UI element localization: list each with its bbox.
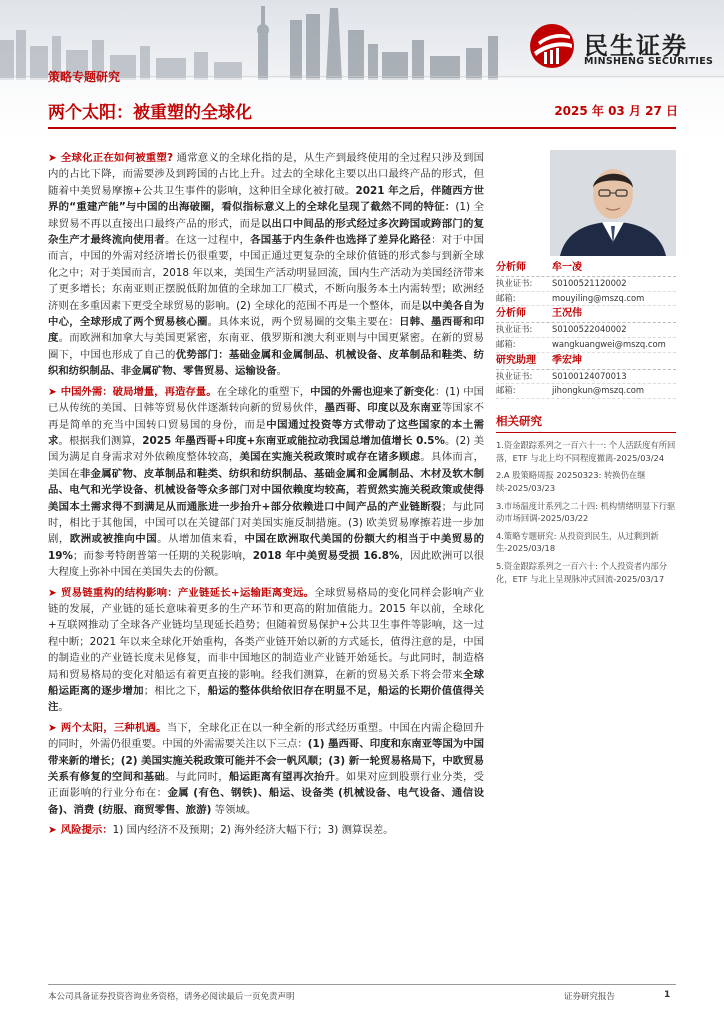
analyst-block — [496, 261, 676, 306]
summary-paragraph-trade-chain: ➤ 贸易链重构的结构影响：产业链延长+运输距离变远。全球贸易格局的变化同样会影响产业链的发展，产业链的延长意味着更多的生产环节和更高的附加值能力。2015 年以前，全球化+互联网推动了全球各产业链均呈现延长趋势；但随着贸易保护+公共卫生事件等影响，这一过程中断；2021 年以来全球化开始重构，各类产业链开始以新的方式延长，值得注意的是，中国的制造业的产业链长度未见修复，而非中国地区的制造业产业链开始延长。与此同时，制造格局和贸易格局的变化对船运有着更直接的影响。经我们测算，在新的贸易关系下将会带来全球船运距离的逐步增加；相比之下，船运的整体供给依旧存在明显不足，船运的长期价值值得关注。 — [48, 586, 485, 714]
summary-body — [48, 150, 484, 843]
analyst-cert-row: 执业证书: S0100522040002 — [496, 323, 676, 338]
report-header — [0, 0, 724, 140]
footer-report-type: 证券研究报告 — [564, 992, 616, 1002]
bullet-arrow-icon: ➤ — [48, 152, 57, 164]
bullet-arrow-icon: ➤ — [48, 824, 57, 837]
analyst-email-row: 邮箱: jihongkun@mszq.com — [496, 384, 676, 399]
analyst-email-link[interactable]: jihongkun@mszq.com — [552, 385, 645, 396]
bullet-arrow-icon: ➤ — [48, 385, 57, 398]
related-research-item[interactable]: 1.资金跟踪系列之一百六十一: 个人活跃度有所回落，ETF 与北上均不同程度撤离-2025/03/24 — [496, 440, 676, 463]
analyst-email-link[interactable]: mouyiling@mszq.com — [552, 292, 645, 303]
report-date: 2025 年 03 月 27 日 — [554, 104, 678, 118]
related-research-item[interactable]: 5.资金跟踪系列之一百六十: 个人投资者内部分化，ETF 与北上呈现脉冲式回流-2025/03/17 — [496, 560, 667, 584]
related-research-item[interactable]: 3.市场温度计系列之二十四: 机构情绪明显下行驱动市场回调-2025/03/22 — [496, 500, 676, 524]
summary-paragraph-risk: ➤ 风险提示：1) 国内经济不及预期；2) 海外经济大幅下行；3) 测算误差。 — [48, 824, 394, 837]
title-divider — [48, 127, 676, 129]
analyst-email-row: 邮箱: mouyiling@mszq.com — [496, 292, 676, 307]
summary-paragraph-external-demand: ➤ 中国外需：破局增量，再造存量。在全球化的重塑下，中国的外需也迎来了新变化：(1) 中国已从传统的美国、日韩等贸易伙伴逐渐转向新的贸易伙伴，墨西哥、印度以及东南亚等国家不再是简单的充当中国转口贸易国的身份，而是中国通过投资等方式带动了这些国家的本土需求。根据我们测算，2025 年墨西哥+印度+东南亚或能拉动我国总增加值增长 0.5%。(2) 美国为满足自身需求对外依赖度整体较高，美国在实施关税政策时或存在诸多顾虑。具体而言，美国在非金属矿物、皮革制品和鞋类、纺织和纺织制品、基础金属和金属制品、木材及软木制品、电气和光学设备、机械设备等众多部门对中国依赖度均较高，若贸然实施关税政策或使得美国本土需求得不到满足从而通胀进一步抬升+部分依赖进口中间产品的产业链断裂；与此同时，相比于其他国，中国可以在关键部门对美国实施反制措施。(3) 欧美贸易摩擦若进一步加剧，欧洲或被推向中国。从增加值来看，中国在欧洲取代美国的份额大约相当于中美贸易的 19%；而参考特朗普第一任期的关税影响，2018 年中美贸易受损 16.8%，因此欧洲可以很大程度上弥补中国在美国失去的份额。 — [48, 385, 485, 579]
summary-paragraph-opportunities: ➤ 两个太阳，三种机遇。当下，全球化正在以一种全新的形式经历重塑。中国在内需企稳回升的同时，外需仍很重要。中国的外需需要关注以下三点：(1) 墨西哥、印度和东南亚等国为中国带来新的增长；(2) 美国实施关税政策可能并不会一帆风顺；(3) 新一轮贸易格局下，中欧贸易关系有修复的空间和基础。与此同时，船运距离有望再次抬升。如果对应到股票行业分类，受正面影响的行业分布在：金属 (有色、钢铁)、船运、设备类 (机械设备、电气设备、通信设备)、消费 (纺服、商贸零售、旅游) 等领域。 — [48, 721, 485, 816]
bullet-arrow-icon: ➤ — [48, 721, 57, 734]
analyst-photo — [550, 150, 676, 256]
analyst-cert-row: 执业证书: S0100521120002 — [496, 277, 676, 292]
related-research-title: 相关研究 — [496, 413, 676, 433]
related-research-item[interactable]: 2.A 股策略周报 20250323: 转换仍在继续-2025/03/23 — [496, 470, 646, 493]
analyst-block — [496, 354, 676, 399]
analyst-list — [496, 261, 676, 399]
analyst-email-link[interactable]: wangkuangwei@mszq.com — [552, 338, 666, 349]
footer-disclaimer: 本公司具备证券投资咨询业务资格，请务必阅读最后一页免责声明 — [48, 992, 295, 1002]
sidebar — [496, 150, 676, 590]
analyst-email-row: 邮箱: wangkuangwei@mszq.com — [496, 338, 676, 353]
analyst-name-row: 分析师 王况伟 — [496, 307, 676, 323]
logo-text: 民生证券 — [584, 32, 688, 60]
page-number: 1 — [664, 990, 671, 1000]
related-research-item[interactable]: 4.策略专题研究: 从投资到民生，从过剩到新生-2025/03/18 — [496, 530, 659, 554]
summary-paragraph-globalization: ➤ 全球化正在如何被重塑? 通常意义的全球化指的是，从生产到最终使用的全过程只涉及到国内的占比下降，而需要涉及到跨国的占比上升。过去的全球化主要以出口最终产品的形式，但随着中美贸易摩擦+公共卫生事件的影响，这种旧全球化被打破。2021 年之后，伴随西方世界的“重建产能”与中国的出海破圈，看似指标意义上的全球化呈现了截然不同的特征：(1) 全球贸易不再以直接出口最终产品的形式，而是以出口中间品的形式经过多次跨国或跨部门的复杂生产才最终流向使用者。在这一过程中，各国基于内生条件也选择了差异化路径：对于中国而言，中国的外需对经济增长仍很重要，中国正通过更复杂的全球价值链的形式参与到新全球化之中；对于美国而言，2018 年以来，美国生产活动明显回流，国内生产活动为美国经济带来了更多增长；东南亚则正摆脱低附加值的全球加工厂模式，不断向服务本土内需转型；欧洲经济则在多重因素下更受全球贸易的影响。(2) 全球化的范围不再是一个整体，而是以中美各自为中心，全球形成了两个贸易核心圈。具体来说，两个贸易圈的交集主要在：日韩、墨西哥和印度。而欧洲和加拿大与美国更紧密，东南亚、俄罗斯和澳大利亚则与中国更紧密。在新的贸易圈下，中国也形成了自己的优势部门：基础金属和金属制品、机械设备、皮革制品和鞋类、纺织和纺织制品、非金属矿物、零售贸易、运输设备。 — [48, 152, 485, 378]
report-category: 策略专题研究 — [48, 70, 121, 84]
logo-text-english: MINSHENG SECURITIES — [584, 56, 714, 67]
analyst-name-row: 研究助理 季宏坤 — [496, 354, 676, 370]
analyst-block — [496, 307, 676, 352]
page-title: 两个太阳：被重塑的全球化 — [48, 103, 252, 123]
analyst-name-row: 分析师 牟一凌 — [496, 261, 676, 277]
footer-divider — [48, 984, 676, 985]
analyst-cert-row: 执业证书: S0100124070013 — [496, 370, 676, 385]
bullet-arrow-icon: ➤ — [48, 586, 57, 599]
related-research-list — [496, 439, 676, 585]
